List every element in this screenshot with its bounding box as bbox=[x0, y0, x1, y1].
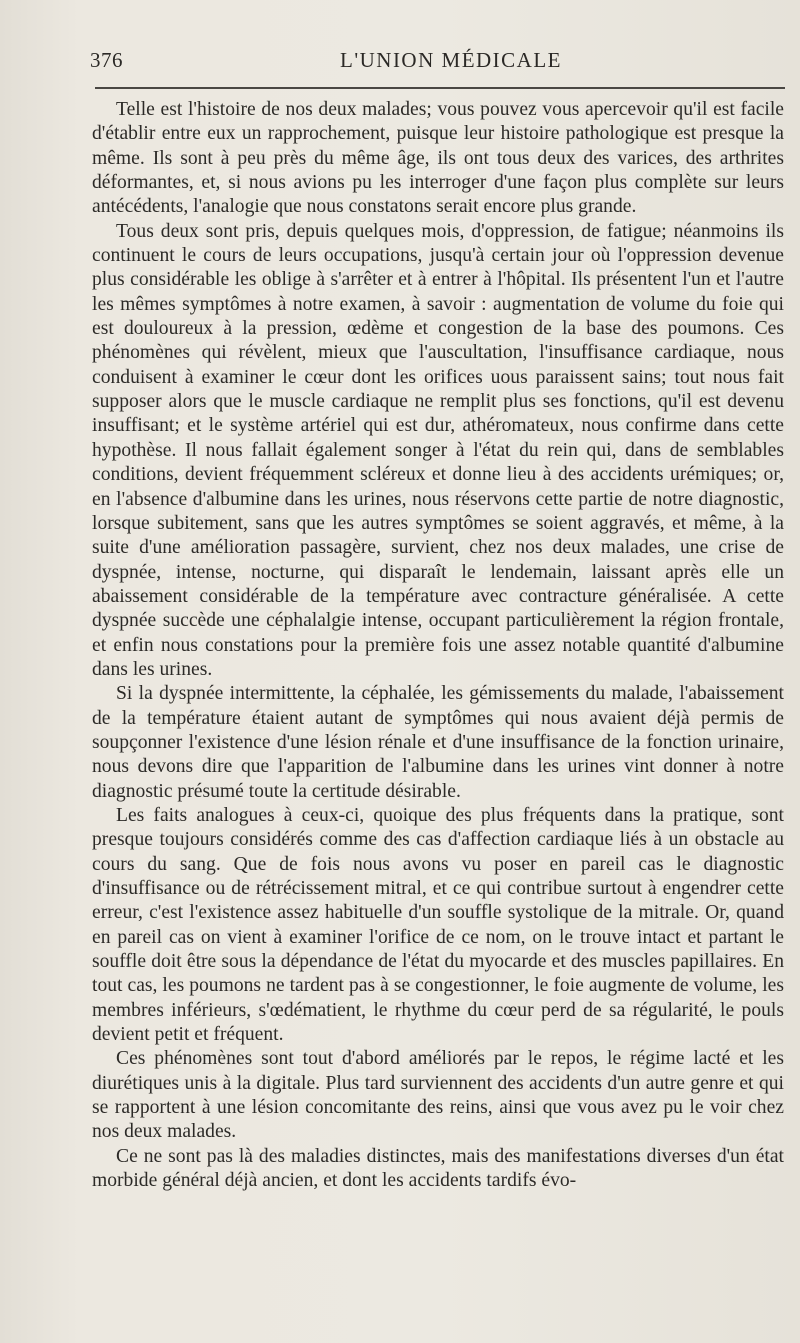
paragraph: Ce ne sont pas là des maladies distinctes, mais des manifestations diverses d'un état morbide général déjà ancien, et dont les accidents tardifs évo- bbox=[92, 1145, 784, 1192]
paragraph: Les faits analogues à ceux-ci, quoique des plus fréquents dans la pratique, sont presque toujours considérés comme des cas d'affection cardiaque liés à un obstacle au cours du sang. Que de fois nous avons vu poser en pareil cas le diagnostic d'insuffisance ou de rétrécissement mitral, et ce qui contribue surtout à engendrer cette erreur, c'est l'existence assez habituelle d'un souffle systolique de la mitrale. Or, quand en pareil cas on vient à examiner l'orifice de ce nom, on le trouve intact et partant le souffle doit être sous la dépendance de l'état du myocarde et des muscles papillaires. En tout cas, les poumons ne tardent pas à se congestionner, le foie augmente de volume, les membres inférieurs, s'œdématient, le rhythme du cœur perd de sa régularité, le pouls devient petit et fréquent. bbox=[92, 804, 784, 1046]
body-text bbox=[92, 98, 784, 1193]
paragraph: Si la dyspnée intermittente, la céphalée, les gémissements du malade, l'abaissement de la température étaient autant de symptômes qui nous avaient déjà permis de soupçonner l'existence d'une lésion rénale et d'une insuffisance de la fonction urinaire, nous devons dire que l'apparition de l'albumine dans les urines vint donner à notre diagnostic présumé toute la certitude désirable. bbox=[92, 683, 784, 802]
page-number: 376 bbox=[90, 48, 123, 72]
page-header bbox=[90, 48, 790, 78]
paragraph: Telle est l'histoire de nos deux malades; vous pouvez vous apercevoir qu'il est facile d'établir entre eux un rapprochement, puisque leur histoire pathologique est presque la même. Ils sont à peu près du même âge, ils ont tous deux des varices, des arthrites déformantes, et, si nous avions pu les interroger d'une façon plus complète sur leurs antécédents, l'analogie que nous constatons serait encore plus grande. bbox=[92, 99, 784, 218]
header-rule bbox=[95, 87, 785, 89]
paragraph: Ces phénomènes sont tout d'abord améliorés par le repos, le régime lacté et les diurétiques unis à la digitale. Plus tard surviennent des accidents d'un autre genre et qui se rapportent à une lésion concomitante des reins, ainsi que vous avez pu le voir chez nos deux malades. bbox=[92, 1048, 784, 1143]
running-title: L'UNION MÉDICALE bbox=[340, 48, 563, 72]
paragraph: Tous deux sont pris, depuis quelques mois, d'oppression, de fatigue; néanmoins ils continuent le cours de leurs occupations, jusqu'à certain jour où l'oppression devenue plus considérable les oblige à s'arrêter et à entrer à l'hôpital. Ils présentent l'un et l'autre les mêmes symptômes à notre examen, à savoir : augmentation de volume du foie qui est douloureux à la pression, œdème et congestion de la base des poumons. Ces phénomènes qui révèlent, mieux que l'auscultation, l'insuffisance cardiaque, nous conduisent à examiner le cœur dont les orifices uous paraissent sains; tout nous fait supposer alors que le muscle cardiaque ne remplit plus ses fonctions, qu'il est devenu insuffisant; et le système artériel qui est dur, athéromateux, nous confirme dans cette hypothèse. Il nous fallait également songer à l'état du rein qui, dans de semblables conditions, devient fréquemment scléreux et donne lieu à des accidents urémiques; or, en l'absence d'albumine dans les urines, nous réservons cette partie de notre diagnostic, lorsque subitement, sans que les autres symptômes se soient aggravés, et même, à la suite d'une amélioration passagère, survient, chez nos deux malades, une crise de dyspnée, intense, nocturne, qui disparaît le lendemain, laissant après elle un abaissement considérable de la température avec contracture généralisée. A cette dyspnée succède une céphalalgie intense, occupant particulièrement la région frontale, et enfin nous constations pour la première fois une assez notable quantité d'albumine dans les urines. bbox=[92, 220, 784, 680]
